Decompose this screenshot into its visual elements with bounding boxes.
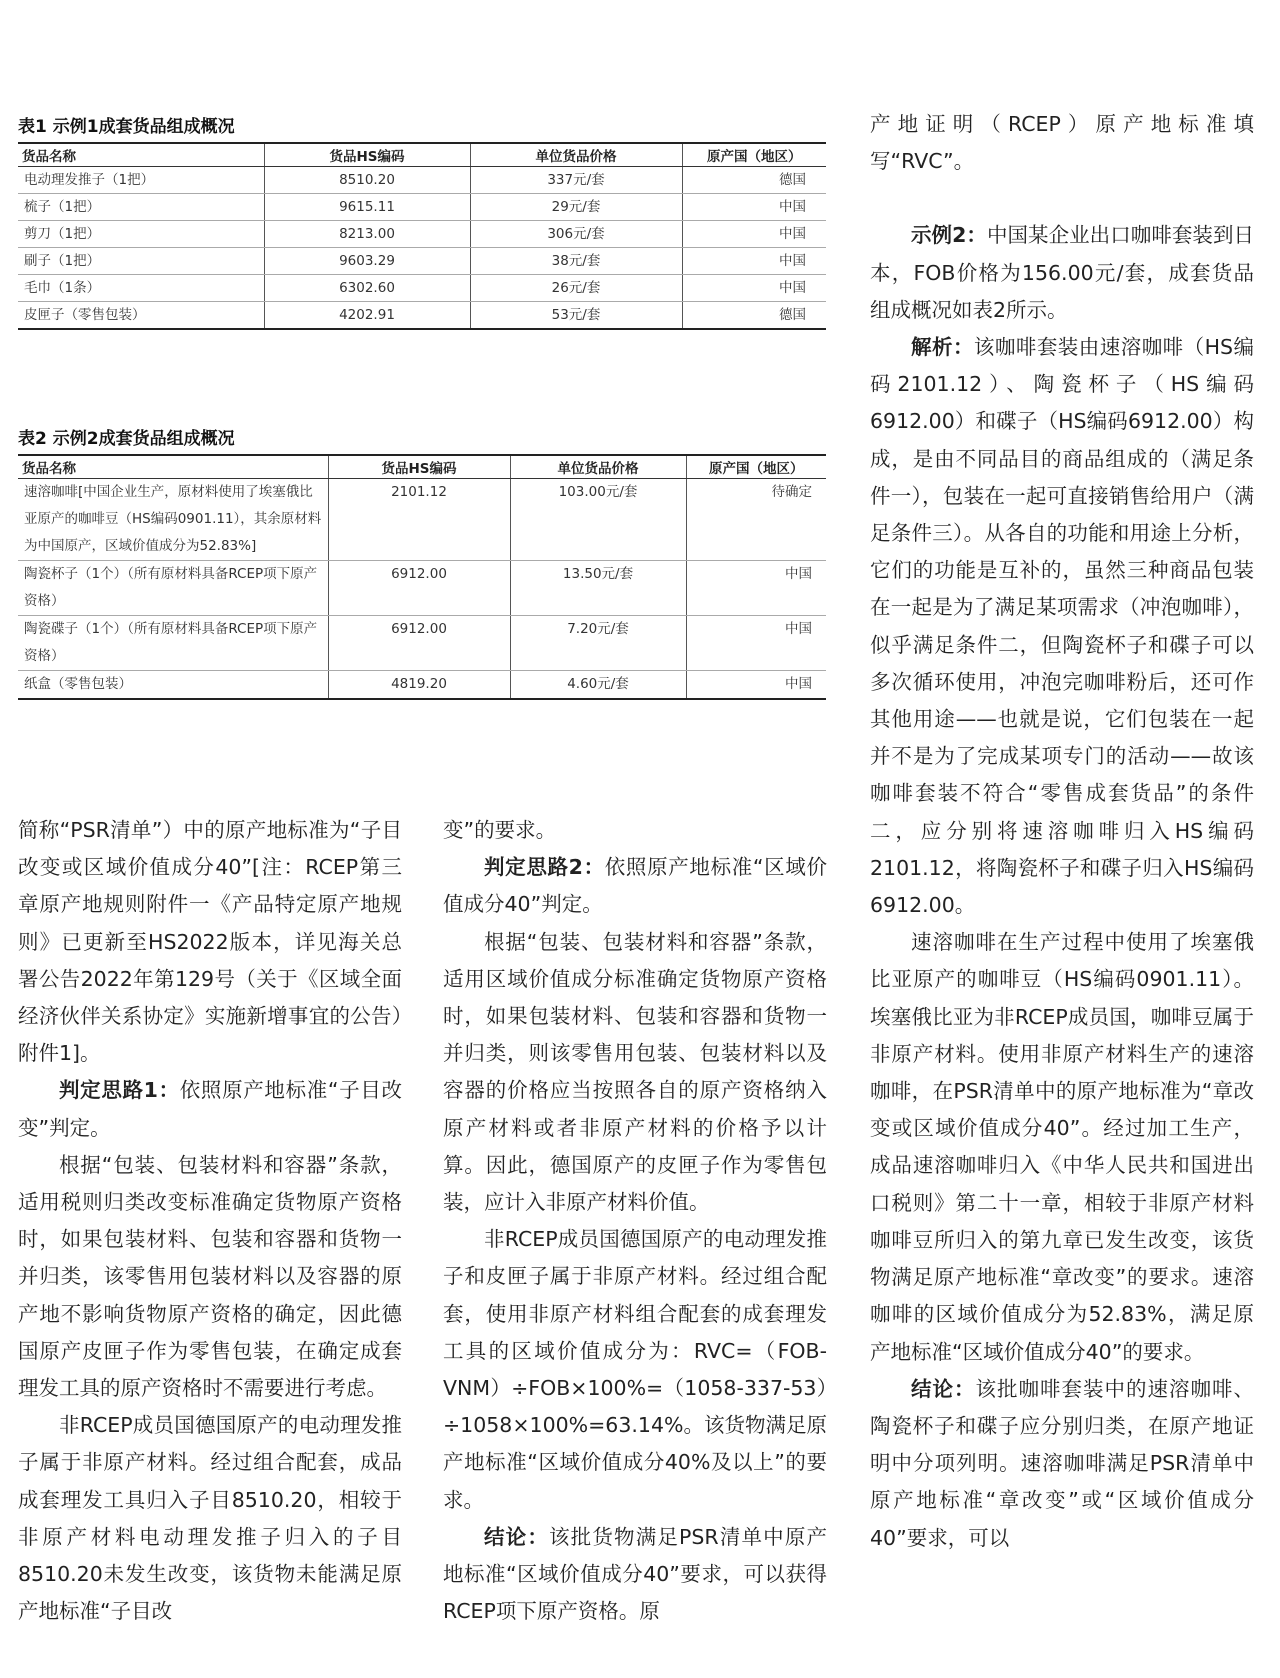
- table1-header-hs: 货品HS编码: [264, 143, 470, 167]
- paragraph-text: 中国某企业出口咖啡套装到日本，FOB价格为156.00元/套，成套货品组成概况如表2所示。: [870, 223, 1255, 322]
- table-cell: 29元/套: [470, 194, 682, 221]
- table-cell: 337元/套: [470, 167, 682, 194]
- table-cell: 7.20元/套: [510, 616, 686, 671]
- table-cell: 德国: [682, 302, 826, 330]
- table2: [18, 454, 826, 700]
- table-cell: 德国: [682, 167, 826, 194]
- paragraph: [870, 217, 1254, 329]
- table-cell: 纸盒（零售包装）: [24, 676, 132, 692]
- table-cell: 毛巾（1条）: [18, 275, 264, 302]
- paragraph-text: 依照原产地标准“子目改变”判定。: [18, 1078, 403, 1140]
- paragraph-lead: 判定思路1：: [59, 1078, 180, 1103]
- table-cell: 中国: [682, 221, 826, 248]
- table-cell: 剪刀（1把）: [18, 221, 264, 248]
- table-cell: 陶瓷杯子（1个）（所有原材料具备RCEP项下原产资格）: [18, 561, 328, 616]
- table-cell: 26元/套: [470, 275, 682, 302]
- paragraph-text: 根据“包装、包装材料和容器”条款，适用区域价值成分标准确定货物原产资格时，如果包装材料、包装和容器和货物一并归类，则该零售用包装、包装材料以及容器的价格应当按照各自的原产资格纳入原产材料或者非原产材料的价格予以计算。因此，德国原产的皮匣子作为零售包装，应计入非原产材料价值。: [443, 929, 827, 1215]
- table-cell: 38元/套: [470, 248, 682, 275]
- table-row: [18, 671, 826, 700]
- table-row: [18, 479, 826, 561]
- paragraph: [870, 329, 1254, 924]
- table-cell: 4.60元/套: [510, 671, 686, 700]
- paragraph: [18, 1407, 402, 1630]
- table-row: [18, 302, 826, 330]
- table-cell: 梳子（1把）: [18, 194, 264, 221]
- table1-header-origin: 原产国（地区）: [682, 143, 826, 167]
- paragraph-text: 简称“PSR清单”）中的原产地标准为“子目改变或区域价值成分40”[注：RCEP第三章原产地规则附件一《产品特定原产地规则》已更新至HS2022版本，详见海关总署公告2022年第129号（关于《区域全面经济伙伴关系协定》实施新增事宜的公告）附件1]。: [18, 818, 402, 1066]
- paragraph: [18, 812, 402, 1072]
- paragraph-lead: 判定思路2：: [484, 855, 605, 880]
- table-cell: 中国: [682, 194, 826, 221]
- table-cell: 中国: [682, 275, 826, 302]
- table-cell: 6302.60: [264, 275, 470, 302]
- article-column-3: [870, 106, 1254, 1557]
- paragraph-text: 根据“包装、包装材料和容器”条款，适用税则归类改变标准确定货物原产资格时，如果包装材料、包装和容器和货物一并归类，该零售用包装材料以及容器的原产地不影响货物原产资格的确定，因此德国原产皮匣子作为零售包装，在确定成套理发工具的原产资格时不需要进行考虑。: [18, 1152, 402, 1401]
- table-cell: 陶瓷碟子（1个）（所有原材料具备RCEP项下原产资格）: [18, 616, 328, 671]
- paragraph-text: 该咖啡套装由速溶咖啡（HS编码2101.12）、陶瓷杯子（HS编码6912.00）和碟子（HS编码6912.00）构成，是由不同品目的商品组成的（满足条件一），包装在一起可直接销售给用户（满足条件三）。从各自的功能和用途上分析，它们的功能是互补的，虽然三种商品包装在一起是为了满足某项需求（冲泡咖啡），似乎满足条件二，但陶瓷杯子和碟子可以多次循环使用，冲泡完咖啡粉后，还可作其他用途——也就是说，它们包装在一起并不是为了完成某项专门的活动——故该咖啡套装不符合“零售成套货品”的条件二，应分别将速溶咖啡归入HS编码2101.12，将陶瓷杯子和碟子归入HS编码6912.00。: [870, 335, 1254, 918]
- table-cell: 6912.00: [328, 561, 510, 616]
- table-cell: 速溶咖啡[中国企业生产，原材料使用了埃塞俄比亚原产的咖啡豆（HS编码0901.11），其余原材料为中国原产，区域价值成分为52.83%]: [18, 479, 328, 561]
- paragraph-text: 非RCEP成员国德国原产的电动理发推子属于非原产材料。经过组合配套，成品成套理发工具归入子目8510.20，相较于非原产材料电动理发推子归入的子目8510.20未发生改变，该货物未能满足原产地标准“子目改: [18, 1413, 402, 1624]
- table-row: [18, 616, 826, 671]
- table1-title: 表1 示例1成套货品组成概况: [18, 117, 235, 137]
- paragraph-text: 该批货物满足PSR清单中原产地标准“区域价值成分40”要求，可以获得RCEP项下原产资格。原: [443, 1524, 827, 1624]
- paragraph: [18, 1072, 402, 1146]
- paragraph: [870, 924, 1254, 1370]
- table-cell: 2101.12: [328, 479, 510, 561]
- paragraph-lead: 结论：: [911, 1376, 976, 1401]
- table2-header-origin: 原产国（地区）: [686, 455, 826, 479]
- paragraph-lead: 解析：: [911, 335, 974, 360]
- table-row: [18, 167, 826, 194]
- paragraph-text: 该批咖啡套装中的速溶咖啡、陶瓷杯子和碟子应分别归类，在原产地证明中分项列明。速溶咖啡满足PSR清单中原产地标准“章改变”或“区域价值成分40”要求，可以: [870, 1376, 1254, 1550]
- table-cell: 中国: [682, 248, 826, 275]
- table-cell: 皮匣子（零售包装）: [24, 307, 146, 323]
- table-cell: 8213.00: [264, 221, 470, 248]
- table-cell: 中国: [686, 616, 826, 671]
- paragraph: [443, 1519, 827, 1631]
- table-cell: 待确定: [686, 479, 826, 561]
- paragraph: [870, 1371, 1254, 1557]
- paragraph-lead: 示例2：: [911, 223, 987, 248]
- paragraph: [443, 924, 827, 1222]
- table2-title: 表2 示例2成套货品组成概况: [18, 429, 235, 449]
- table-cell: 306元/套: [470, 221, 682, 248]
- table1-header-price: 单位货品价格: [470, 143, 682, 167]
- table-cell: 中国: [686, 561, 826, 616]
- paragraph-text: 依照原产地标准“区域价值成分40”判定。: [443, 855, 828, 917]
- paragraph-text: 速溶咖啡在生产过程中使用了埃塞俄比亚原产的咖啡豆（HS编码0901.11）。埃塞俄比亚为非RCEP成员国，咖啡豆属于非原产材料。使用非原产材料生产的速溶咖啡，在PSR清单中的原产地标准为“章改变或区域价值成分40”。经过加工生产，成品速溶咖啡归入《中华人民共和国进出口税则》第二十一章，相较于非原产材料咖啡豆所归入的第九章已发生改变，该货物满足原产地标准“章改变”的要求。速溶咖啡的区域价值成分为52.83%，满足原产地标准“区域价值成分40”的要求。: [870, 930, 1254, 1364]
- article-column-2: [443, 812, 827, 1630]
- paragraph-text: 非RCEP成员国德国原产的电动理发推子和皮匣子属于非原产材料。经过组合配套，使用非原产材料组合配套的成套理发工具的区域价值成分为：RVC=（FOB-VNM）÷FOB×100%=（1058-337-53）÷1058×100%=63.14%。该货物满足原产地标准“区域价值成分40%及以上”的要求。: [443, 1227, 827, 1512]
- table-cell: 6912.00: [328, 616, 510, 671]
- table-cell: 4202.91: [264, 302, 470, 330]
- table-cell: 刷子（1把）: [18, 248, 264, 275]
- table-cell: 电动理发推子（1把）: [18, 167, 264, 194]
- table-cell: 53元/套: [470, 302, 682, 330]
- table-cell: 4819.20: [328, 671, 510, 700]
- table-cell: 9615.11: [264, 194, 470, 221]
- paragraph: [870, 106, 1254, 180]
- paragraph: [443, 812, 827, 849]
- table2-header-price: 单位货品价格: [510, 455, 686, 479]
- table-cell: 13.50元/套: [510, 561, 686, 616]
- paragraph: [443, 849, 827, 923]
- table2-header-hs: 货品HS编码: [328, 455, 510, 479]
- table1-header-name: 货品名称: [18, 143, 264, 167]
- paragraph-lead: 结论：: [484, 1524, 550, 1549]
- paragraph-text: 变”的要求。: [443, 818, 557, 842]
- paragraph-text: 产地证明（RCEP）原产地标准填写“RVC”。: [870, 112, 1254, 174]
- table-cell: 103.00元/套: [510, 479, 686, 561]
- table-row: [18, 561, 826, 616]
- paragraph: [18, 1147, 402, 1407]
- table1: [18, 142, 826, 330]
- table-row: [18, 194, 826, 221]
- table-cell: 8510.20: [264, 167, 470, 194]
- article-column-1: [18, 812, 402, 1630]
- table-cell: 中国: [686, 671, 826, 700]
- table-cell: 9603.29: [264, 248, 470, 275]
- paragraph: [443, 1221, 827, 1519]
- table-row: [18, 248, 826, 275]
- table-row: [18, 275, 826, 302]
- table-row: [18, 221, 826, 248]
- table2-header-name: 货品名称: [18, 455, 328, 479]
